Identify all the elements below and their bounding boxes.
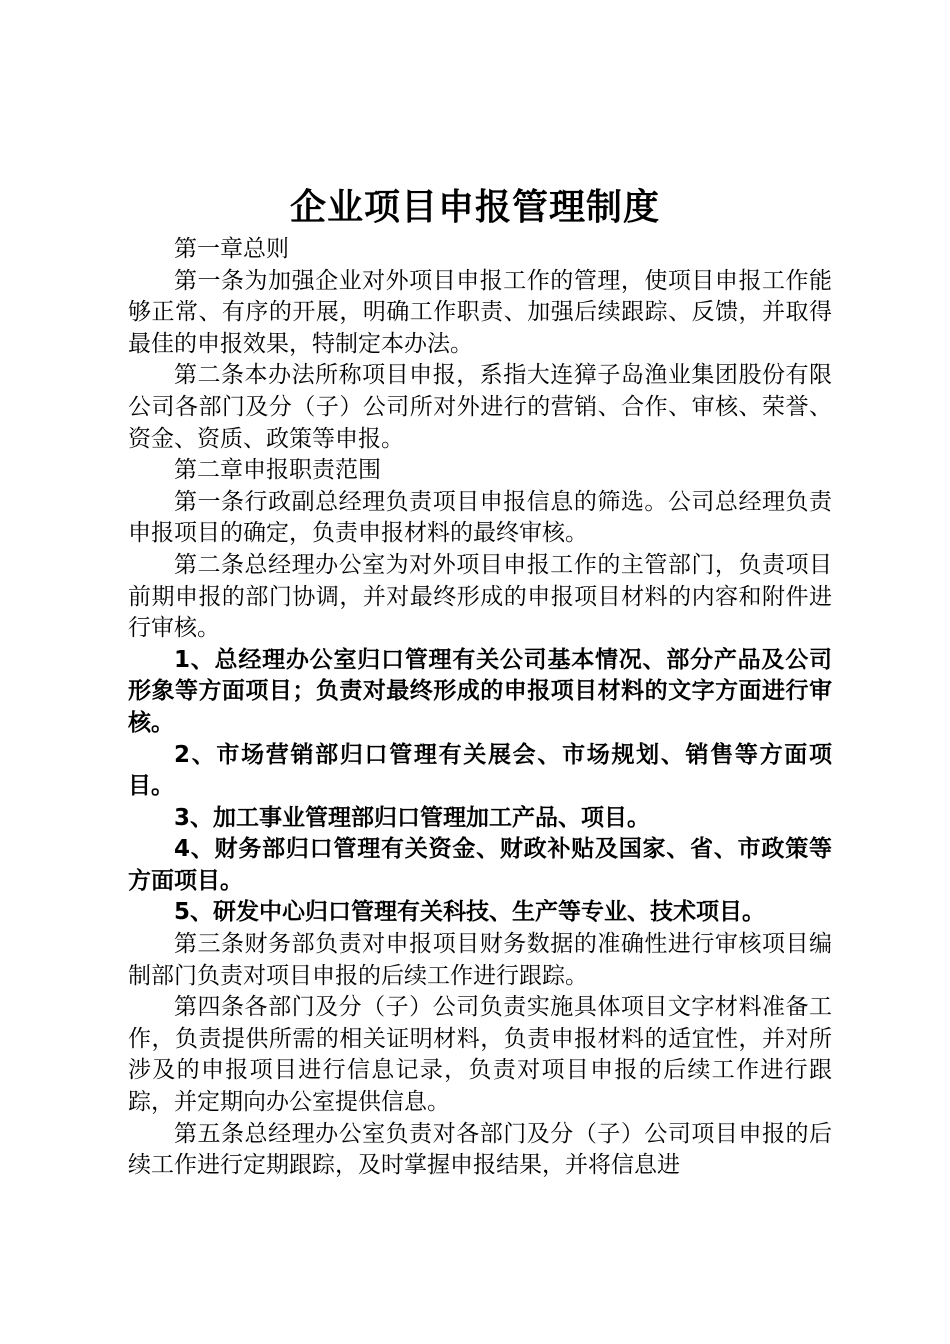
chapter-heading: 第一章总则 — [174, 236, 289, 262]
article-paragraph: 第一条行政副总经理负责项目申报信息的筛选。公司总经理负责申报项目的确定，负责申报材料的最终审核。 — [128, 488, 832, 547]
list-item: 2、市场营销部归口管理有关展会、市场规划、销售等方面项目。 — [128, 741, 832, 800]
article-paragraph: 第二条本办法所称项目申报，系指大连獐子岛渔业集团股份有限公司各部门及分（子）公司所对外进行的营销、合作、审核、荣誉、资金、资质、政策等申报。 — [128, 362, 832, 452]
chapter-heading: 第二章申报职责范围 — [174, 457, 381, 484]
document-body — [128, 234, 832, 1182]
document-title: 企业项目申报管理制度 — [289, 187, 660, 228]
list-item: 1、总经理办公室归口管理有关公司基本情况、部分产品及公司形象等方面项目；负责对最终形成的申报项目材料的文字方面进行审核。 — [128, 646, 832, 736]
article-paragraph: 第四条各部门及分（子）公司负责实施具体项目文字材料准备工作，负责提供所需的相关证明材料，负责申报材料的适宜性，并对所涉及的申报项目进行信息记录，负责对项目申报的后续工作进行跟踪，并定期向办公室提供信息。 — [128, 994, 832, 1116]
article-paragraph: 第二条总经理办公室为对外项目申报工作的主管部门，负责项目前期申报的部门协调，并对最终形成的申报项目材料的内容和附件进行审核。 — [128, 551, 832, 642]
article-paragraph: 第三条财务部负责对申报项目财务数据的准确性进行审核项目编制部门负责对项目申报的后续工作进行跟踪。 — [128, 931, 832, 989]
article-paragraph: 第五条总经理办公室负责对各部门及分（子）公司项目申报的后续工作进行定期跟踪，及时掌握申报结果，并将信息进 — [128, 1120, 832, 1179]
list-item: 4、财务部归口管理有关资金、财政补贴及国家、省、市政策等方面项目。 — [128, 836, 832, 894]
list-item: 5、研发中心归口管理有关科技、生产等专业、技术项目。 — [174, 899, 766, 926]
list-item: 3、加工事业管理部归口管理加工产品、项目。 — [174, 804, 651, 831]
article-paragraph: 第一条为加强企业对外项目申报工作的管理，使项目申报工作能够正常、有序的开展，明确工作职责、加强后续跟踪、反馈，并取得最佳的申报效果，特制定本办法。 — [128, 267, 832, 357]
